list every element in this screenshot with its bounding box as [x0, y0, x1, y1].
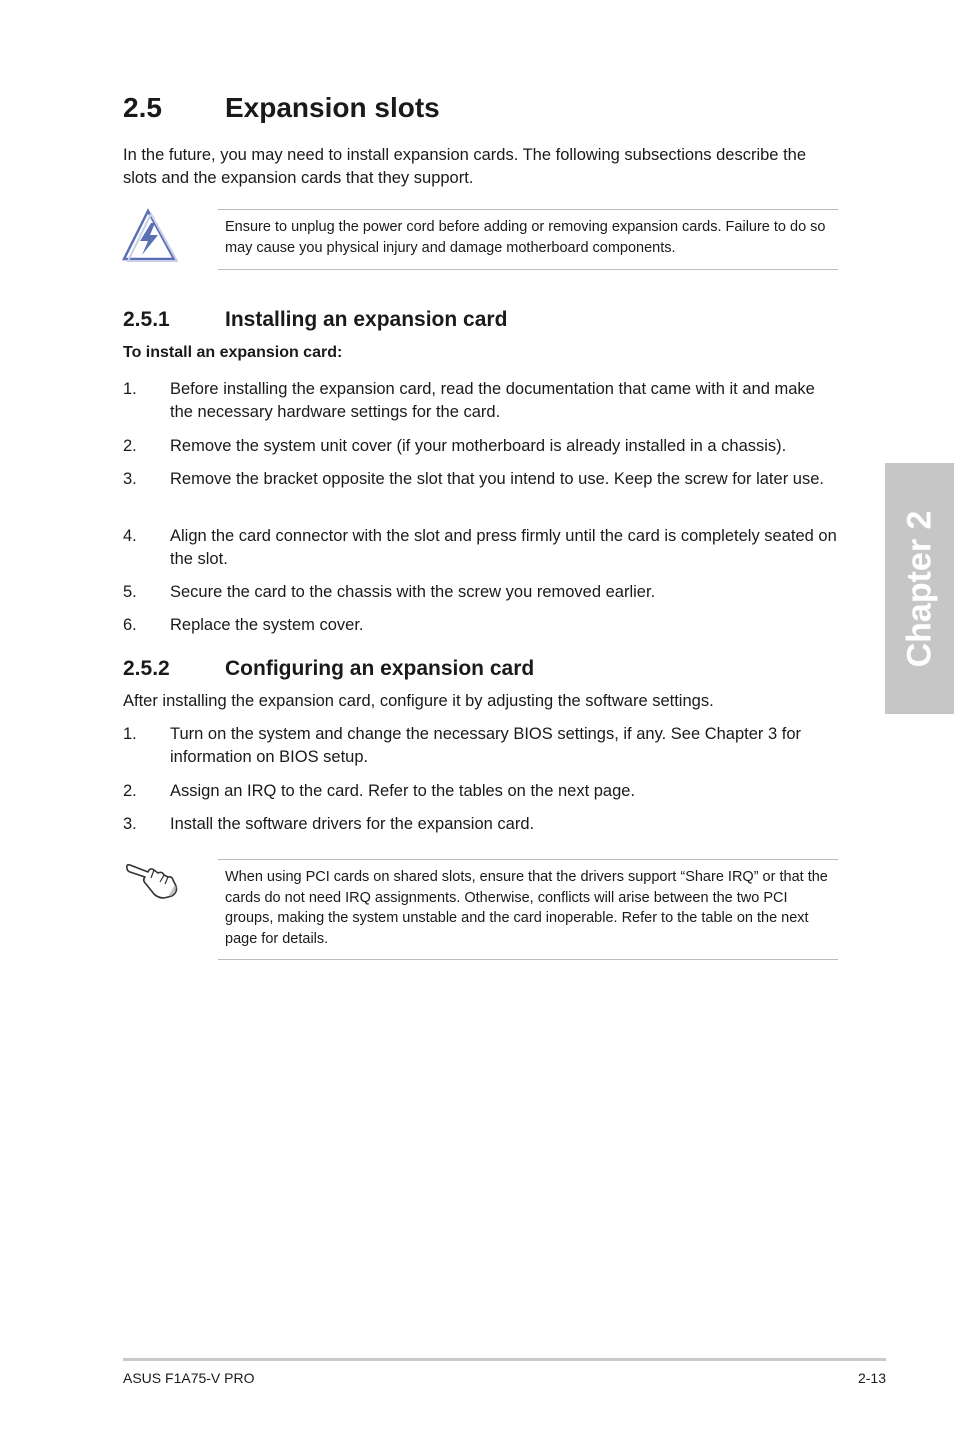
note-text: When using PCI cards on shared slots, ensure that the drivers support “Share IRQ” or that the cards do not need IRQ assignments. Otherwise, conflicts will arise between the two PCI groups, making the system unstable and the card inoperable. Refer to the table on the next page for details. [225, 869, 828, 947]
step-number: 3. [123, 470, 137, 488]
step-number: 3. [123, 815, 137, 833]
section-number: 2.5 [123, 92, 162, 123]
subsection-number: 2.5.1 [123, 308, 170, 331]
warning-lightning-icon [122, 208, 178, 269]
step-text: Assign an IRQ to the card. Refer to the tables on the next page. [170, 782, 636, 800]
step-text: Remove the bracket opposite the slot that you intend to use. Keep the screw for later use. [170, 470, 824, 488]
step-number: 4. [123, 527, 137, 545]
pointing-hand-icon [124, 858, 180, 905]
step-number: 2. [123, 782, 137, 800]
step-number: 2. [123, 437, 137, 455]
chapter-tab-label: Chapter 2 [900, 510, 938, 667]
subsection-title-text: Configuring an expansion card [225, 657, 535, 680]
step-text: Install the software drivers for the expansion card. [170, 815, 535, 833]
footer-product-name: ASUS F1A75-V PRO [123, 1370, 255, 1386]
intro-paragraph: In the future, you may need to install expansion cards. The following subsections describe the slots and the expansion cards that they support. [123, 146, 807, 187]
step-text: Replace the system cover. [170, 616, 364, 634]
subsection-title-installing [123, 308, 507, 332]
step-number: 1. [123, 725, 137, 743]
section-title [123, 92, 440, 124]
step-number: 1. [123, 380, 137, 398]
footer-page-number: 2-13 [857, 1370, 886, 1386]
configure-lead: After installing the expansion card, configure it by adjusting the software settings. [123, 692, 714, 710]
section-title-text: Expansion slots [225, 92, 440, 123]
footer-rule [123, 1358, 886, 1361]
subsection-title-text: Installing an expansion card [225, 308, 508, 331]
subsection-number: 2.5.2 [123, 657, 170, 680]
warning-text: Ensure to unplug the power cord before adding or removing expansion cards. Failure to do so may cause you physical injury and damage motherboard components. [225, 219, 826, 256]
install-lead: To install an expansion card: [123, 344, 343, 361]
chapter-tab [885, 463, 954, 714]
step-text: Align the card connector with the slot and press firmly until the card is completely seated on the slot. [170, 527, 837, 568]
note-box [218, 859, 838, 960]
step-text: Remove the system unit cover (if your motherboard is already installed in a chassis). [170, 437, 787, 455]
step-number: 6. [123, 616, 137, 634]
step-number: 5. [123, 583, 137, 601]
step-text: Turn on the system and change the necessary BIOS settings, if any. See Chapter 3 for information on BIOS setup. [170, 725, 802, 766]
step-text: Before installing the expansion card, read the documentation that came with it and make the necessary hardware settings for the card. [170, 380, 815, 421]
step-text: Secure the card to the chassis with the screw you removed earlier. [170, 583, 656, 601]
subsection-title-configuring [123, 657, 534, 681]
warning-box [218, 209, 838, 270]
